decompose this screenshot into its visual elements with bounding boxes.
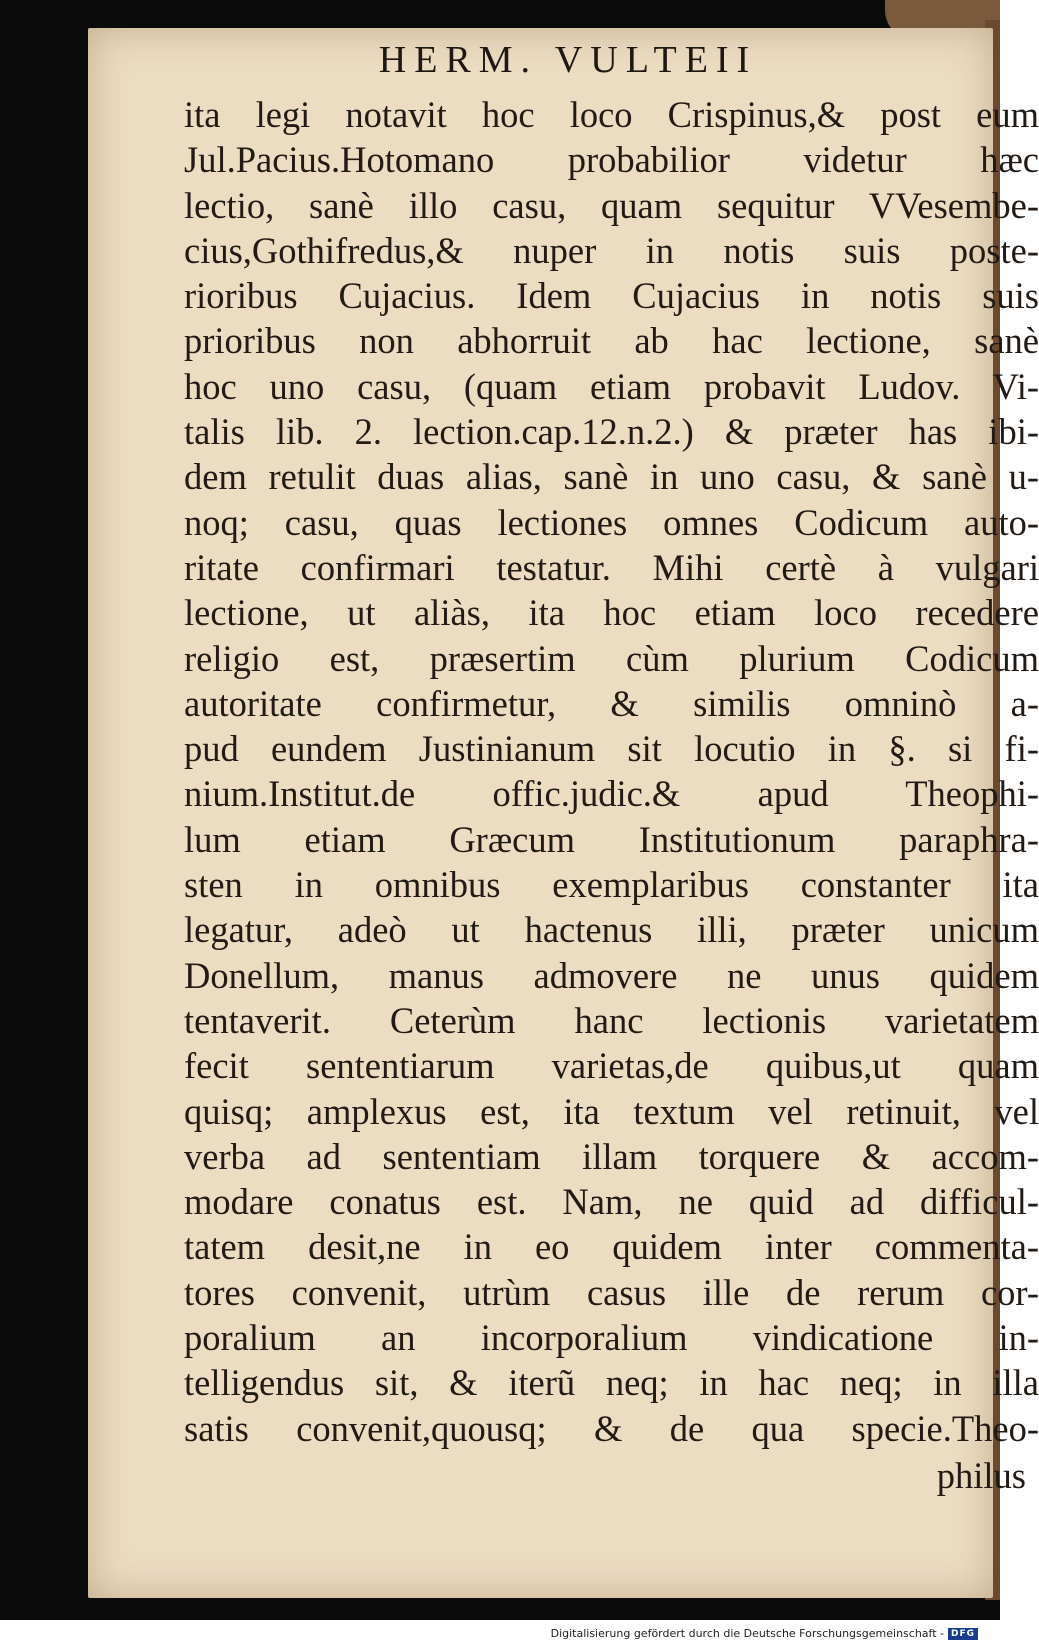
text-line: tatem desit,ne in eo quidem inter commenta- <box>184 1226 1039 1268</box>
text-line: religio est, præsertim cùm plurium Codicum <box>184 637 1039 679</box>
text-line: nium.Institut.de offic.judic.& apud Theophi- <box>184 773 1039 815</box>
text-line: noq; casu, quas lectiones omnes Codicum auto- <box>184 501 1039 543</box>
text-line: rioribus Cujacius. Idem Cujacius in notis suis <box>184 275 1039 317</box>
text-line: quisq; amplexus est, ita textum vel retinuit, vel <box>184 1090 1039 1132</box>
text-line: hoc uno casu, (quam etiam probavit Ludov. Vi- <box>184 365 1039 407</box>
text-line: ita legi notavit hoc loco Crispinus,& post eum <box>184 94 1039 135</box>
text-line: satis convenit,quousq; & de qua specie.Theo- <box>184 1407 1039 1449</box>
text-line: Jul.Pacius.Hotomano probabilior videtur hæc <box>184 139 1039 181</box>
text-line: Donellum, manus admovere ne unus quidem <box>184 954 1039 996</box>
text-line: telligendus sit, & iterũ neq; in hac neq; in illa <box>184 1362 1039 1404</box>
text-line: lum etiam Græcum Institutionum paraphra- <box>184 818 1039 860</box>
text-line: legatur, adeò ut hactenus illi, præter unicum <box>184 909 1039 951</box>
text-line: autoritate confirmetur, & similis omninò a- <box>184 682 1039 724</box>
text-line: lectio, sanè illo casu, quam sequitur VVesembe- <box>184 184 1039 226</box>
catchword: philus <box>936 1455 1026 1496</box>
text-line: sten in omnibus exemplaribus constanter ita <box>184 864 1039 906</box>
credit-text: Digitalisierung gefördert durch die Deutsche Forschungsgemeinschaft - <box>550 1627 944 1640</box>
text-line: verba ad sententiam illam torquere & accom- <box>184 1135 1039 1177</box>
digitization-credit <box>551 1627 978 1640</box>
running-head: HERM. VULTEII <box>378 39 758 81</box>
text-line: ritate confirmari testatur. Mihi certè à vulgari <box>184 546 1039 588</box>
body-text <box>184 92 1039 1451</box>
text-line: poralium an incorporalium vindicatione in- <box>184 1317 1039 1359</box>
text-line: modare conatus est. Nam, ne quid ad difficul- <box>184 1181 1039 1223</box>
text-line: pud eundem Justinianum sit locutio in §. si fi- <box>184 728 1039 770</box>
book-page <box>88 28 1039 1598</box>
text-line: cius,Gothifredus,& nuper in notis suis poste- <box>184 229 1039 271</box>
dfg-logo-icon: DFG <box>948 1628 978 1640</box>
text-line: prioribus non abhorruit ab hac lectione, sanè <box>184 320 1039 362</box>
text-line: dem retulit duas alias, sanè in uno casu, & sanè u- <box>184 456 1039 498</box>
text-line: tentaverit. Ceterùm hanc lectionis varietatem <box>184 999 1039 1041</box>
text-line: fecit sententiarum varietas,de quibus,ut quam <box>184 1045 1039 1087</box>
text-line: talis lib. 2. lection.cap.12.n.2.) & præter has ibi- <box>184 411 1039 453</box>
text-line: tores convenit, utrùm casus ille de rerum cor- <box>184 1271 1039 1313</box>
text-line: lectione, ut aliàs, ita hoc etiam loco recedere <box>184 592 1039 634</box>
